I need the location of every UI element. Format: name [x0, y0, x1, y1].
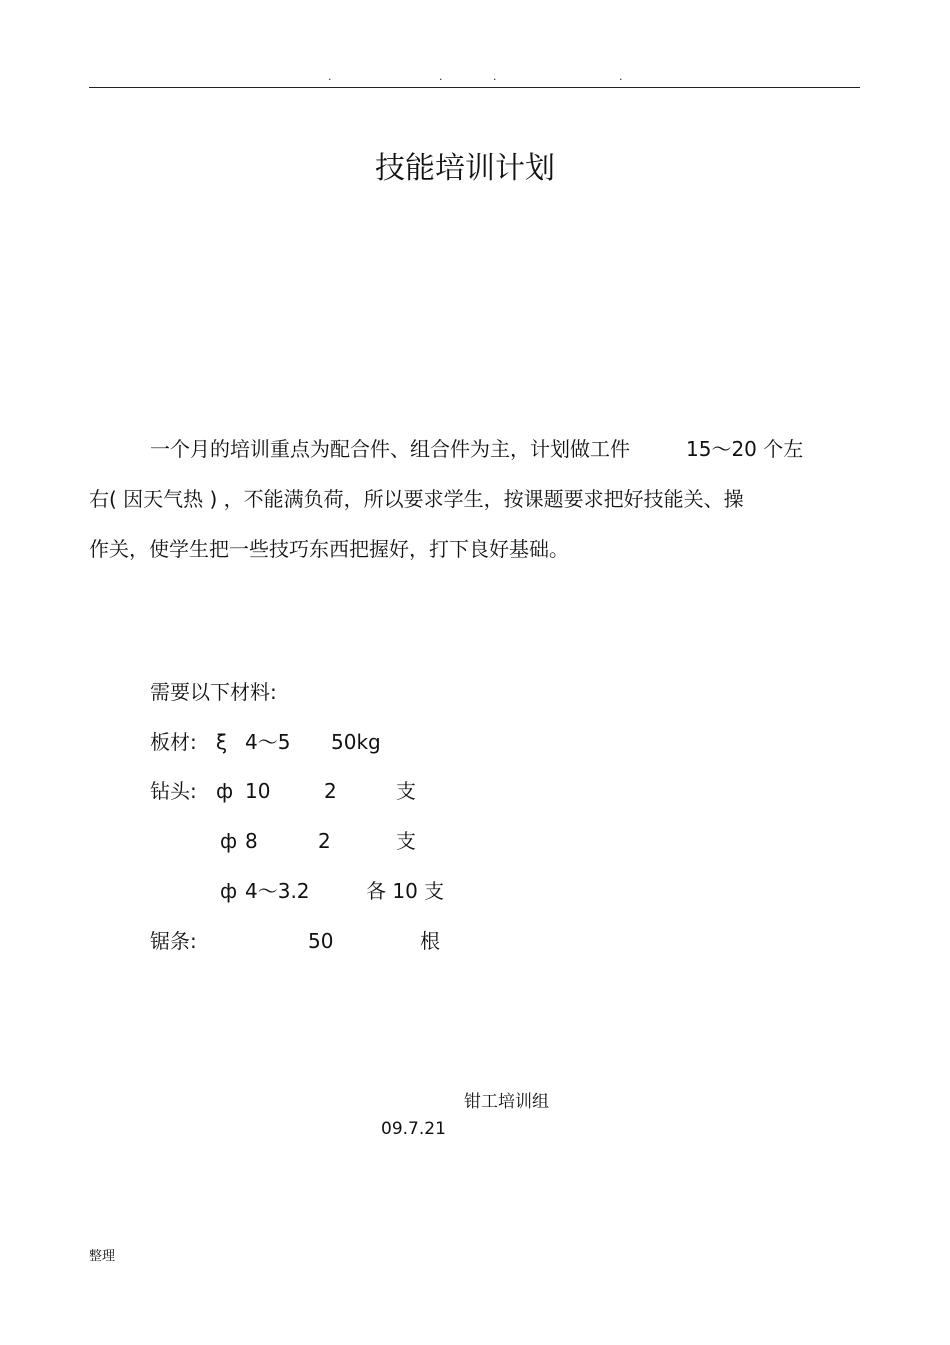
drill-symbol: ф [216, 779, 234, 803]
drill-symbol: ф [220, 879, 238, 903]
drill-size: 4～3.2 [245, 879, 310, 903]
signature-group: 钳工培训组 [464, 1092, 549, 1112]
plate-amount: 50kg [331, 730, 381, 754]
saw-qty: 50 [308, 929, 334, 953]
drill-unit: 支 [396, 779, 416, 803]
drill-qty: 2 [318, 829, 331, 853]
drill-size: 10 [245, 779, 271, 803]
saw-label: 锯条: [150, 929, 197, 953]
paragraph-line: 作关，使学生把一些技巧东西把握好，打下良好基础。 [89, 537, 569, 561]
materials-heading: 需要以下材料: [150, 680, 277, 704]
drill-qty: 各 10 支 [366, 879, 445, 903]
paragraph-text: 一个月的培训重点为配合件、组合件为主，计划做工件 [150, 437, 630, 461]
footer-note: 整理 [89, 1249, 116, 1264]
drill-size: 8 [245, 829, 258, 853]
header-rule [89, 87, 860, 88]
header-dot: . [328, 70, 332, 83]
signature-date: 09.7.21 [381, 1119, 446, 1139]
header-dot: . [619, 70, 623, 83]
drill-label: 钻头: [150, 779, 197, 803]
drill-symbol: ф [220, 829, 238, 853]
plate-label: 板材: [150, 730, 197, 754]
body-paragraph [89, 424, 864, 574]
plate-symbol: ξ [216, 730, 228, 754]
document-title: 技能培训计划 [375, 151, 555, 186]
header-dot: . [493, 70, 497, 83]
drill-qty: 2 [324, 779, 337, 803]
paragraph-line: 右( 因天气热 ) ，不能满负荷，所以要求学生，按课题要求把好技能关、操 [89, 487, 744, 511]
saw-unit: 根 [420, 929, 440, 953]
plate-spec: 4～5 [245, 730, 291, 754]
drill-unit: 支 [396, 829, 416, 853]
paragraph-text: 15～20 个左 [686, 437, 804, 461]
header-dot: . [439, 70, 443, 83]
paragraph-line [89, 424, 864, 474]
